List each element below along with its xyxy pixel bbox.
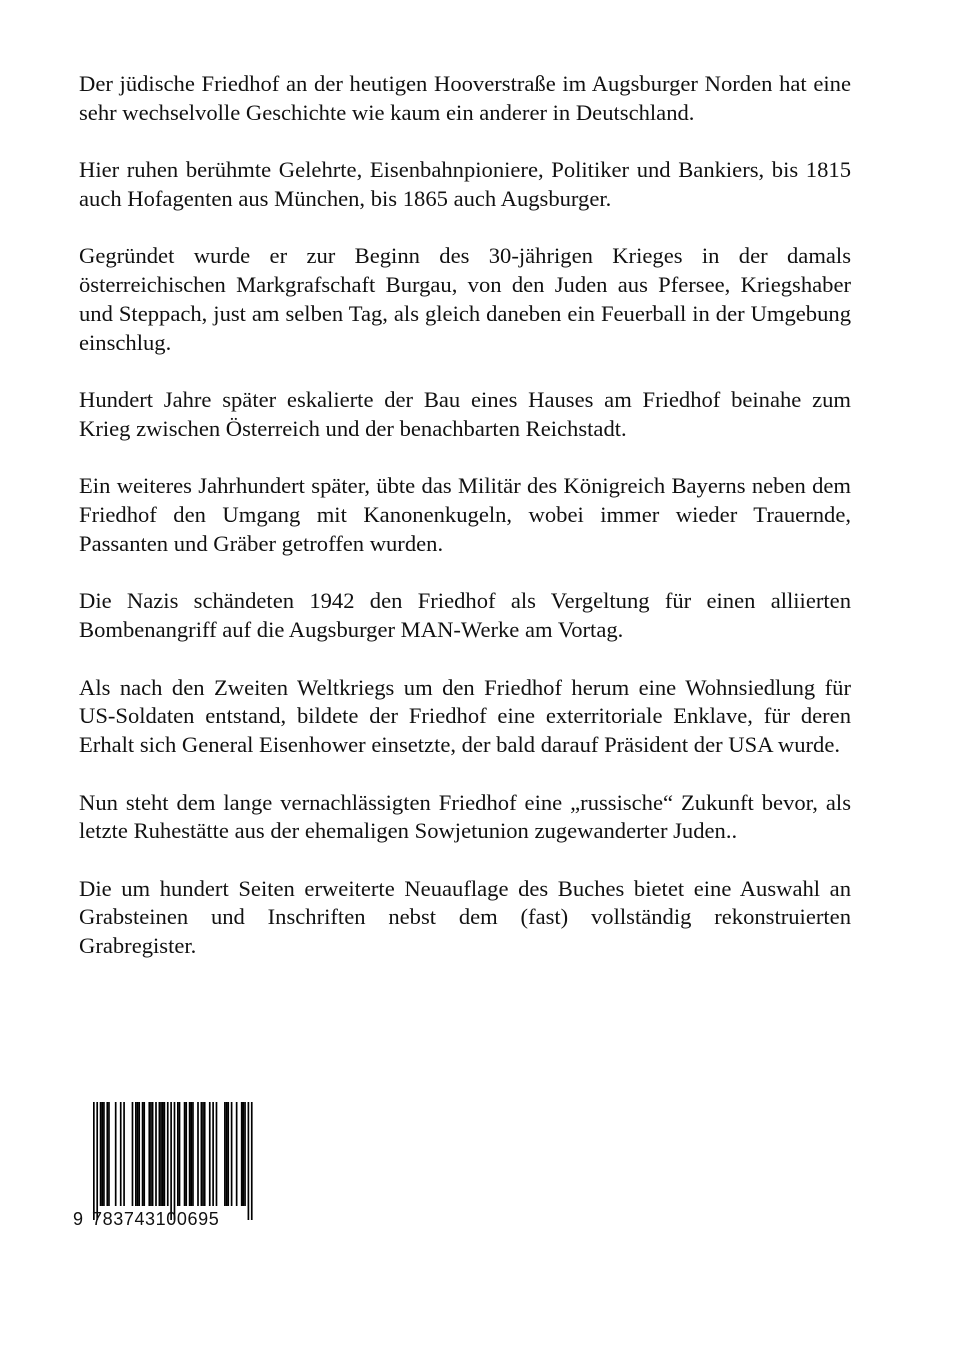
barcode-bar: [108, 1102, 110, 1206]
barcode-bar: [231, 1102, 233, 1206]
paragraph-5: Ein weiteres Jahrhundert später, übte das Militär des Königreich Bayerns neben dem Friedhof den Umgang mit Kanonenkugeln, wobei immer wieder Trauernde, Passanten und Gräber getroffen wurden.: [79, 473, 851, 556]
barcode-bar: [236, 1102, 238, 1206]
barcode-bar: [189, 1102, 191, 1206]
barcode-bar: [224, 1102, 226, 1206]
barcode-bar: [243, 1102, 245, 1206]
barcode-bar: [135, 1102, 137, 1206]
paragraph-2: Hier ruhen berühmte Gelehrte, Eisenbahnpioniere, Politiker und Bankiers, bis 1815 auch Hofagenten aus München, bis 1865 auch Augsburger.: [79, 157, 851, 211]
barcode-bar: [209, 1102, 211, 1206]
barcode-bar: [138, 1102, 140, 1206]
barcode-bar: [162, 1102, 164, 1206]
barcode-bar: [197, 1102, 199, 1206]
barcode-bar: [227, 1102, 229, 1206]
barcode-bar: [241, 1102, 243, 1206]
barcode-bar: [185, 1102, 187, 1206]
barcode-bar: [100, 1102, 102, 1206]
barcode-bar: [150, 1102, 152, 1206]
barcode-bar: [115, 1102, 117, 1206]
barcode-bar: [201, 1102, 203, 1206]
barcode-bar: [148, 1102, 150, 1206]
barcode-bar: [96, 1102, 98, 1220]
paragraph-9: Die um hundert Seiten erweiterte Neuauflage des Buches bietet eine Auswahl an Grabsteinen und Inschriften nebst dem (fast) vollständig rekonstruierten Grabregister.: [79, 875, 851, 959]
barcode-bar: [160, 1102, 162, 1206]
barcode-bar: [101, 1102, 103, 1206]
paragraph-4: Hundert Jahre später eskalierte der Bau eines Hauses am Friedhof beinahe zum Krieg zwischen Österreich und der benachbarten Reichstadt.: [79, 387, 851, 441]
barcode-bar: [143, 1102, 145, 1206]
barcode-bar: [216, 1102, 218, 1206]
paragraph-3: Gegründet wurde er zur Beginn des 30-jährigen Krieges in der damals österreichischen Markgrafschaft Burgau, von den Juden aus Pfersee, Kriegshaber und Steppach, just am selben Tag, als gleich daneben ein Feuerball in der Umgebung einschlug.: [79, 243, 851, 355]
barcode-bar: [226, 1102, 228, 1206]
isbn-number: [73, 1208, 255, 1230]
barcode-bar: [170, 1102, 172, 1220]
barcode-bar: [212, 1102, 214, 1206]
barcode-bar: [204, 1102, 206, 1206]
paragraph-1: Der jüdische Friedhof an der heutigen Hooverstraße im Augsburger Norden hat eine sehr wechselvolle Geschichte wie kaum ein anderer in Deutschland.: [79, 71, 851, 125]
barcode-bar: [159, 1102, 161, 1206]
barcode-bar: [106, 1102, 108, 1206]
barcode-bar: [120, 1102, 122, 1206]
barcode-bar: [137, 1102, 139, 1206]
paragraph-8: Nun steht dem lange vernachlässigten Friedhof eine „russische“ Zukunft bevor, als letzte Ruhestätte aus der ehemaligen Sowjetunion zugewanderter Juden..: [79, 789, 851, 844]
barcode-bar: [184, 1102, 186, 1206]
barcode-bar: [177, 1102, 179, 1206]
isbn-lead-digit: 9: [73, 1209, 84, 1229]
blurb-text: [79, 70, 851, 990]
barcode-bar: [142, 1102, 144, 1206]
barcode-bar: [244, 1102, 246, 1206]
isbn-main-digits: 783743100695: [92, 1209, 220, 1229]
barcode-bar: [179, 1102, 181, 1206]
barcode-bar: [123, 1102, 125, 1206]
barcode-bar: [192, 1102, 194, 1206]
barcode-bar: [164, 1102, 166, 1206]
barcode-bar: [167, 1102, 169, 1206]
barcode-bar: [202, 1102, 204, 1206]
barcode-bar: [190, 1102, 192, 1206]
barcode-bar: [251, 1102, 253, 1220]
barcode-bar: [103, 1102, 105, 1206]
paragraph-6: Die Nazis schändeten 1942 den Friedhof als Vergeltung für einen alliierten Bombenangriff auf die Augsburger MAN-Werke am Vortag.: [79, 588, 851, 643]
barcode-bar: [155, 1102, 157, 1206]
barcode-bar: [93, 1102, 95, 1220]
barcode-bar: [174, 1102, 176, 1220]
barcode-bar: [132, 1102, 134, 1206]
barcode-bar: [248, 1102, 250, 1220]
barcode-bar: [152, 1102, 154, 1206]
paragraph-7: Als nach den Zweiten Weltkriegs um den Friedhof herum eine Wohnsiedlung für US-Soldaten entstand, bildete der Friedhof eine exterritoriale Enklave, für deren Erhalt sich General Eisenhower einsetzte, der bald darauf Präsident der USA wurde.: [79, 674, 851, 758]
